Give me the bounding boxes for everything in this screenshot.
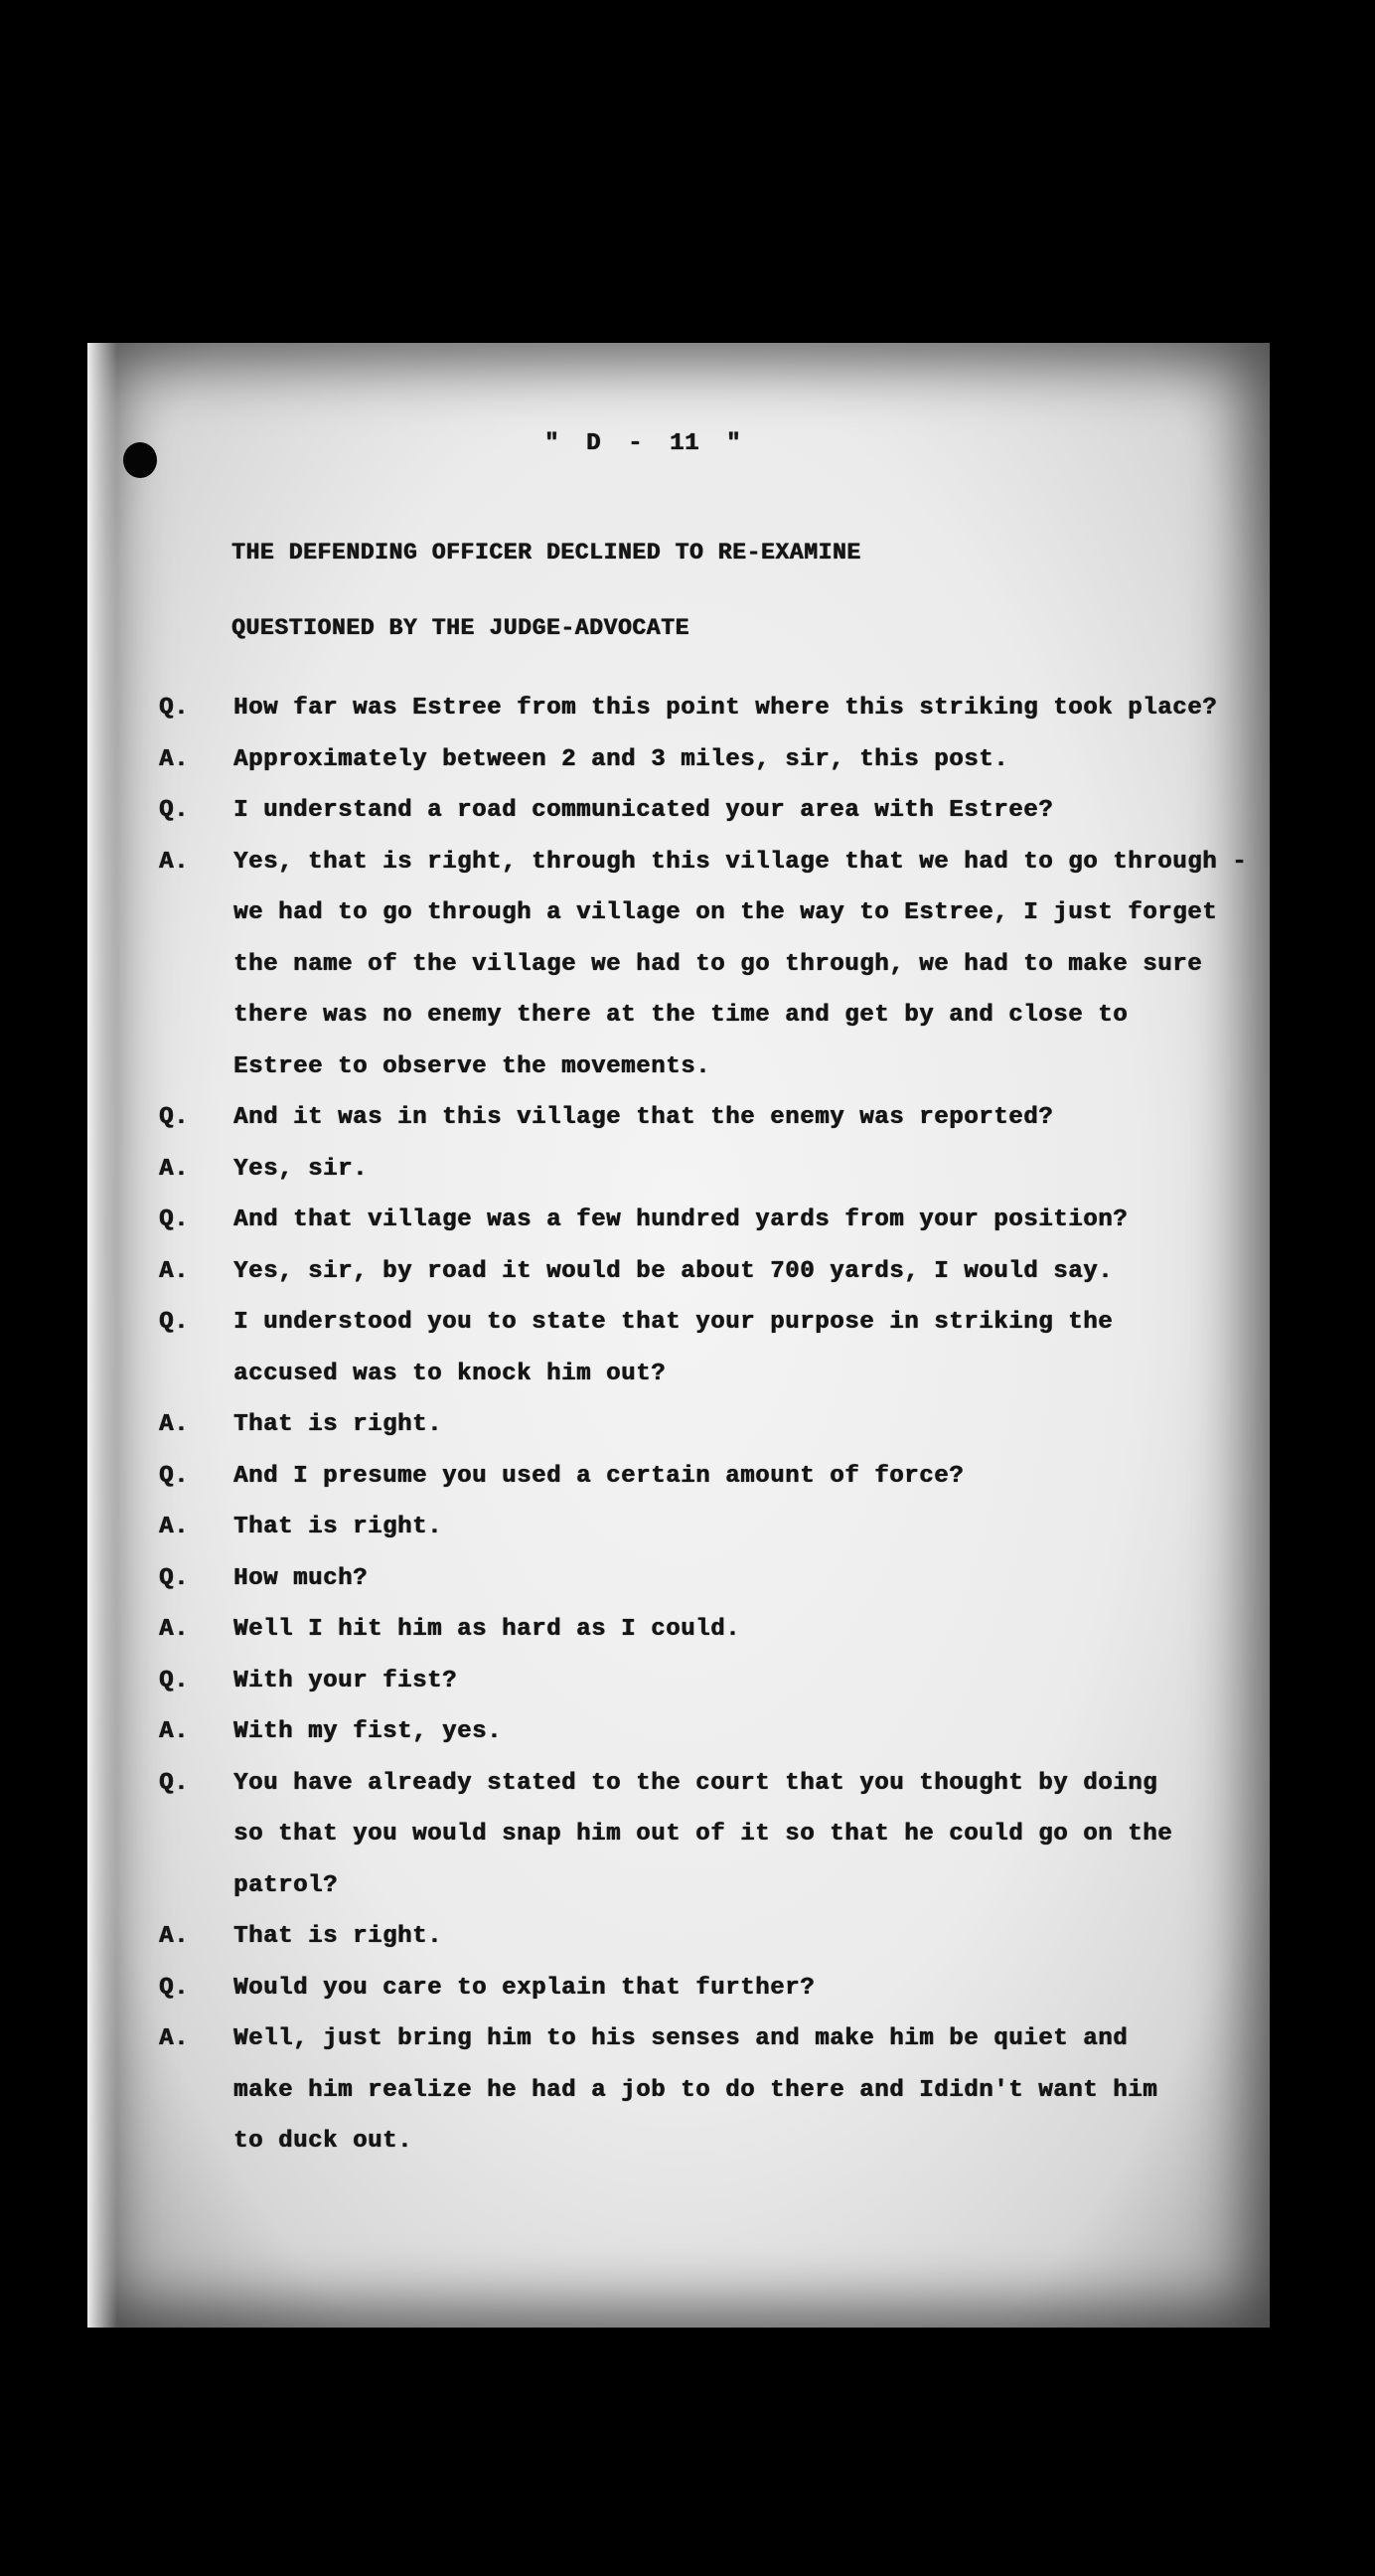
entry-text: [233, 1758, 1270, 1912]
text-line: Well I hit him as hard as I could.: [233, 1616, 741, 1643]
speaker-marker: Q.: [159, 797, 190, 824]
question-entry: [157, 1553, 1270, 1605]
entry-text: [233, 1399, 1270, 1451]
text-line: accused was to knock him out?: [233, 1360, 667, 1387]
text-line: You have already stated to the court that you thought by doing: [233, 1769, 1158, 1797]
speaker-marker: Q.: [159, 1462, 190, 1490]
testimony: [157, 683, 1270, 2168]
entry-text: [233, 785, 1270, 837]
text-line: I understood you to state that your purpose in striking the: [233, 1309, 1114, 1336]
text-line: How much?: [233, 1564, 369, 1592]
entry-text: [233, 1195, 1270, 1246]
text-line: And that village was a few hundred yards from your position?: [233, 1207, 1129, 1233]
speaker-marker: Q.: [159, 1974, 190, 2002]
entry-text: [233, 1706, 1270, 1758]
question-entry: [157, 1963, 1270, 2014]
speaker-marker: Q.: [159, 695, 190, 722]
speaker-marker: A.: [159, 1718, 190, 1745]
question-entry: [157, 1451, 1270, 1503]
answer-entry: [157, 1246, 1270, 1298]
speaker-marker: Q.: [159, 1564, 190, 1592]
text-line: we had to go through a village on the way to Estree, I just forget: [233, 899, 1218, 926]
entry-text: [233, 837, 1270, 1093]
text-line: to duck out.: [233, 2128, 413, 2155]
entry-text: [233, 683, 1270, 734]
speaker-marker: A.: [159, 2025, 190, 2052]
text-line: patrol?: [233, 1871, 339, 1899]
entry-text: [233, 2013, 1270, 2168]
question-entry: [157, 1297, 1270, 1399]
text-line: That is right.: [233, 1514, 443, 1540]
text-line: That is right.: [233, 1923, 443, 1950]
text-line: the name of the village we had to go through, we had to make sure: [233, 950, 1203, 978]
entry-text: [233, 1604, 1270, 1656]
text-line: With your fist?: [233, 1667, 458, 1694]
answer-entry: [157, 837, 1270, 1093]
entry-text: [233, 1144, 1270, 1196]
text-line: Yes, sir, by road it would be about 700 yards, I would say.: [233, 1257, 1114, 1285]
speaker-marker: A.: [159, 1411, 190, 1438]
heading-questioned-by: QUESTIONED BY THE JUDGE-ADVOCATE: [231, 615, 689, 641]
answer-entry: [157, 1399, 1270, 1451]
entry-text: [233, 1656, 1270, 1707]
text-line: Yes, sir.: [233, 1155, 369, 1183]
speaker-marker: Q.: [159, 1309, 190, 1336]
answer-entry: [157, 1911, 1270, 1963]
page-number: " D - 11 ": [544, 430, 742, 457]
document-page: [87, 343, 1270, 2328]
entry-text: [233, 1911, 1270, 1963]
text-line: How far was Estree from this point where this striking took place?: [233, 695, 1218, 722]
text-line: Would you care to explain that further?: [233, 1974, 816, 2002]
text-line: With my fist, yes.: [233, 1718, 503, 1745]
entry-text: [233, 1451, 1270, 1503]
entry-text: [233, 1963, 1270, 2014]
speaker-marker: A.: [159, 1923, 190, 1950]
answer-entry: [157, 1604, 1270, 1656]
speaker-marker: Q.: [159, 1667, 190, 1694]
speaker-marker: Q.: [159, 1104, 190, 1131]
text-line: Well, just bring him to his senses and make him be quiet and: [233, 2025, 1129, 2052]
text-line: Approximately between 2 and 3 miles, sir, this post.: [233, 745, 1009, 773]
heading-defending-officer: THE DEFENDING OFFICER DECLINED TO RE-EXAMINE: [231, 540, 861, 565]
entry-text: [233, 1092, 1270, 1144]
speaker-marker: A.: [159, 1514, 190, 1540]
answer-entry: [157, 1502, 1270, 1553]
entry-text: [233, 1246, 1270, 1298]
entry-text: [233, 734, 1270, 786]
text-line: make him realize he had a job to do there and Ididn't want him: [233, 2076, 1158, 2104]
text-line: That is right.: [233, 1411, 443, 1438]
question-entry: [157, 1092, 1270, 1144]
answer-entry: [157, 1706, 1270, 1758]
text-line: Estree to observe the movements.: [233, 1052, 711, 1080]
speaker-marker: A.: [159, 1155, 190, 1183]
answer-entry: [157, 734, 1270, 786]
text-line: And it was in this village that the enemy was reported?: [233, 1104, 1054, 1131]
speaker-marker: A.: [159, 1616, 190, 1643]
question-entry: [157, 1758, 1270, 1912]
speaker-marker: A.: [159, 1257, 190, 1285]
question-entry: [157, 1656, 1270, 1707]
question-entry: [157, 1195, 1270, 1246]
entry-text: [233, 1553, 1270, 1605]
entry-text: [233, 1502, 1270, 1553]
text-line: I understand a road communicated your area with Estree?: [233, 797, 1054, 824]
speaker-marker: A.: [159, 848, 190, 876]
answer-entry: [157, 2013, 1270, 2168]
speaker-marker: Q.: [159, 1207, 190, 1233]
text-line: And I presume you used a certain amount of force?: [233, 1462, 965, 1490]
question-entry: [157, 683, 1270, 734]
answer-entry: [157, 1144, 1270, 1196]
question-entry: [157, 785, 1270, 837]
speaker-marker: Q.: [159, 1769, 190, 1797]
entry-text: [233, 1297, 1270, 1399]
text-line: there was no enemy there at the time and get by and close to: [233, 1002, 1129, 1029]
text-line: so that you would snap him out of it so that he could go on the: [233, 1821, 1173, 1848]
speaker-marker: A.: [159, 745, 190, 773]
punch-hole: [123, 442, 157, 478]
text-line: Yes, that is right, through this village that we had to go through -: [233, 848, 1248, 876]
